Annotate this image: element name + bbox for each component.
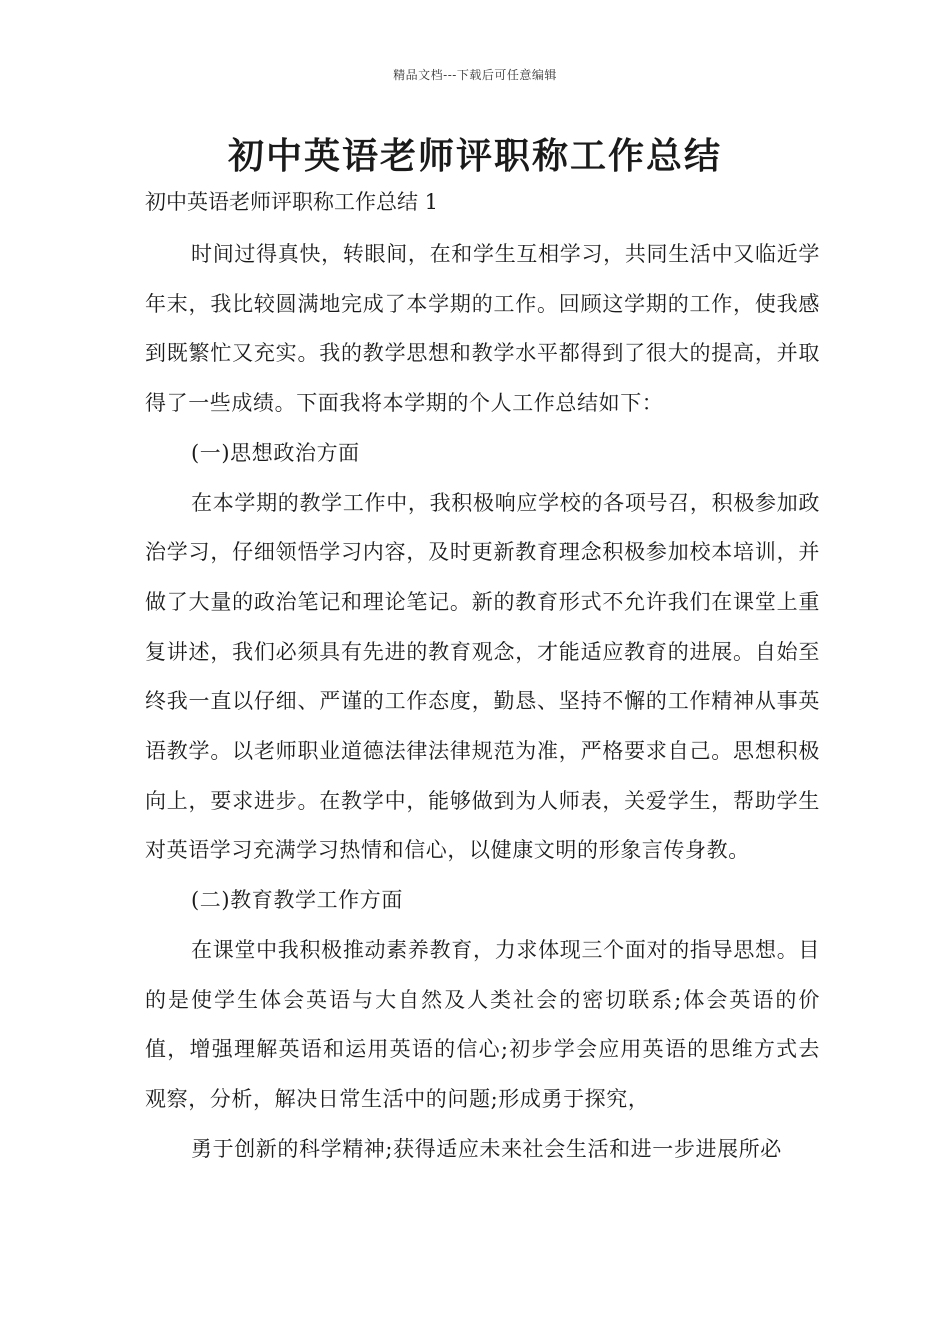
paragraph-political: 在本学期的教学工作中，我积极响应学校的各项号召，积极参加政治学习，仔细领悟学习内容，及时更新教育理念积极参加校本培训，并做了大量的政治笔记和理论笔记。新的教育形式不允许我们在课堂上重复讲述，我们必须具有先进的教育观念，才能适应教育的进展。自始至终我一直以仔细、严谨的工作态度，勤恳、坚持不懈的工作精神从事英语教学。以老师职业道德法律法律规范为准，严格要求自己。思想积极向上，要求进步。在教学中，能够做到为人师表，关爱学生，帮助学生对英语学习充满学习热情和信心，以健康文明的形象言传身教。 [145, 490, 820, 863]
section-heading-teaching: (二)教育教学工作方面 [191, 888, 403, 913]
document-body [145, 230, 820, 1174]
paragraph-continued: 勇于创新的科学精神;获得适应未来社会生活和进一步进展所必 [191, 1136, 782, 1161]
section-heading-political: (一)思想政治方面 [191, 440, 360, 465]
document-subtitle: 初中英语老师评职称工作总结 1 [145, 190, 439, 214]
paragraph-intro: 时间过得真快，转眼间，在和学生互相学习，共同生活中又临近学年末，我比较圆满地完成了本学期的工作。回顾这学期的工作，使我感到既繁忙又充实。我的教学思想和教学水平都得到了很大的提高，并取得了一些成绩。下面我将本学期的个人工作总结如下： [145, 242, 820, 416]
header-note: 精品文档---下载后可任意编辑 [393, 68, 557, 82]
document-title: 初中英语老师评职称工作总结 [227, 135, 722, 177]
paragraph-teaching: 在课堂中我积极推动素养教育，力求体现三个面对的指导思想。目的是使学生体会英语与大自然及人类社会的密切联系;体会英语的价值，增强理解英语和运用英语的信心;初步学会应用英语的思维方式去观察，分析，解决日常生活中的问题;形成勇于探究， [145, 937, 820, 1111]
